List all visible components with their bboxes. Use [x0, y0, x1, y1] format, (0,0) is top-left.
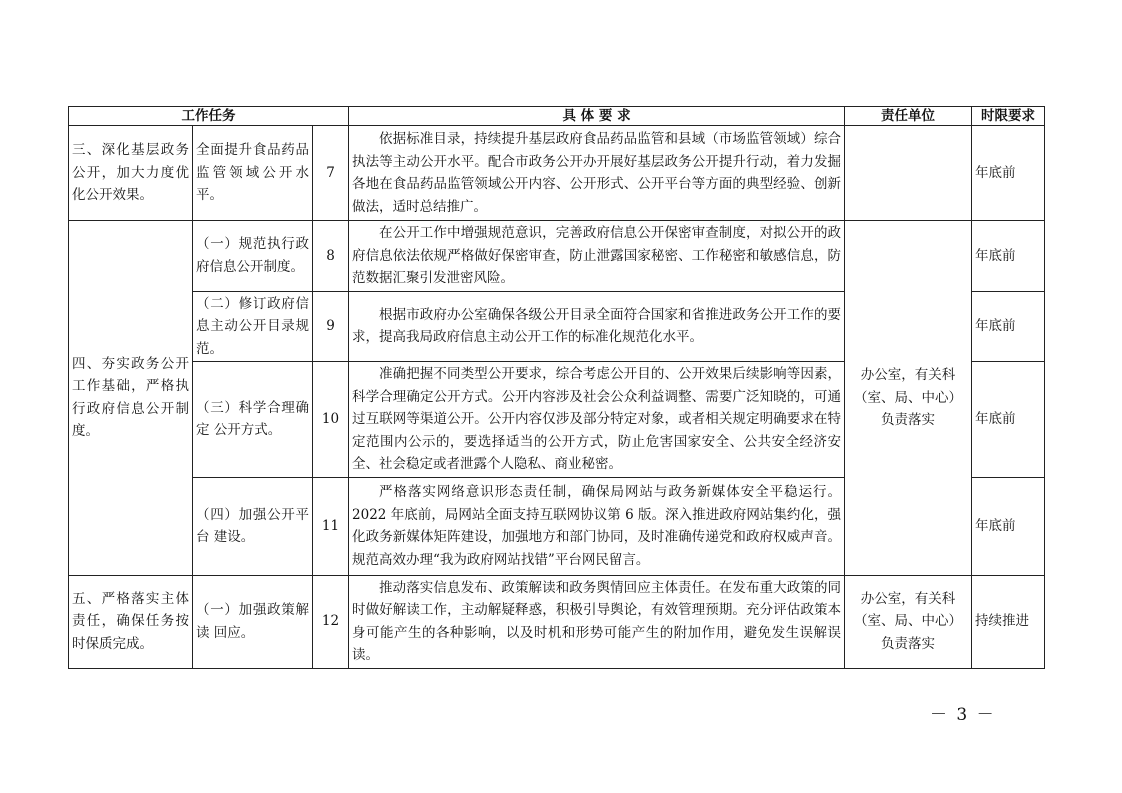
table-row — [69, 126, 1045, 221]
row-number: 11 — [313, 477, 349, 575]
subtask-cell: （三）科学合理确定 公开方式。 — [193, 362, 313, 478]
category-cell: 五、严格落实主体责任，确保任务按时保质完成。 — [69, 575, 193, 668]
unit-cell — [845, 126, 972, 221]
unit-cell: 办公室，有关科（室、局、中心）负责落实 — [845, 575, 972, 668]
row-number: 9 — [313, 291, 349, 362]
table-row — [69, 221, 1045, 292]
requirement-cell: 根据市政府办公室确保各级公开目录全面符合国家和省推进政务公开工作的要求，提高我局政府信息主动公开工作的标准化规范化水平。 — [349, 291, 845, 362]
deadline-cell: 年底前 — [972, 126, 1045, 221]
task-table — [68, 106, 1045, 669]
deadline-cell: 年底前 — [972, 221, 1045, 292]
subtask-cell: （一）加强政策解读 回应。 — [193, 575, 313, 668]
subtask-cell: （四）加强公开平台 建设。 — [193, 477, 313, 575]
header-unit: 责任单位 — [845, 107, 972, 126]
requirement-cell: 推动落实信息发布、政策解读和政务舆情回应主体责任。在发布重大政策的同时做好解读工作，主动解疑释惑，积极引导舆论，有效管理预期。充分评估政策本身可能产生的各种影响，以及时机和形势可能产生的附加作用，避免发生误解误读。 — [349, 575, 845, 668]
requirement-cell: 严格落实网络意识形态责任制，确保局网站与政务新媒体安全平稳运行。2022 年底前，局网站全面支持互联网协议第 6 版。深入推进政府网站集约化，强化政务新媒体矩阵建设，加强地方和部门协同，及时准确传递党和政府权威声音。规范高效办理“我为政府网站找错”平台网民留言。 — [349, 477, 845, 575]
category-cell: 三、深化基层政务公开，加大力度优化公开效果。 — [69, 126, 193, 221]
row-number: 10 — [313, 362, 349, 478]
row-number: 12 — [313, 575, 349, 668]
row-number: 7 — [313, 126, 349, 221]
deadline-cell: 年底前 — [972, 291, 1045, 362]
requirement-cell: 准确把握不同类型公开要求，综合考虑公开目的、公开效果后续影响等因素，科学合理确定公开方式。公开内容涉及社会公众利益调整、需要广泛知晓的，可通过互联网等渠道公开。公开内容仅涉及部分特定对象，或者相关规定明确要求在特定范围内公示的，要选择适当的公开方式，防止危害国家安全、公共安全经济安全、社会稳定或者泄露个人隐私、商业秘密。 — [349, 362, 845, 478]
subtask-cell: 全面提升食品药品监管领域公开水平。 — [193, 126, 313, 221]
requirement-cell: 依据标准目录，持续提升基层政府食品药品监管和县域（市场监管领域）综合执法等主动公开水平。配合市政务公开办开展好基层政务公开提升行动，着力发掘各地在食品药品监管领域公开内容、公开形式、公开平台等方面的典型经验、创新做法，适时总结推广。 — [349, 126, 845, 221]
subtask-cell: （一）规范执行政府信息公开制度。 — [193, 221, 313, 292]
header-requirement: 具 体 要 求 — [349, 107, 845, 126]
row-number: 8 — [313, 221, 349, 292]
header-task: 工作任务 — [69, 107, 349, 126]
page-number: － 3 － — [930, 705, 996, 725]
deadline-cell: 年底前 — [972, 362, 1045, 478]
table-header-row — [69, 107, 1045, 126]
header-deadline: 时限要求 — [972, 107, 1045, 126]
requirement-cell: 在公开工作中增强规范意识，完善政府信息公开保密审查制度，对拟公开的政府信息依法依规严格做好保密审查，防止泄露国家秘密、工作秘密和敏感信息，防范数据汇聚引发泄密风险。 — [349, 221, 845, 292]
table-row — [69, 575, 1045, 668]
unit-cell: 办公室，有关科（室、局、中心）负责落实 — [845, 221, 972, 576]
deadline-cell: 持续推进 — [972, 575, 1045, 668]
subtask-cell: （二）修订政府信息主动公开目录规范。 — [193, 291, 313, 362]
deadline-cell: 年底前 — [972, 477, 1045, 575]
category-cell: 四、夯实政务公开工作基础，严格执行政府信息公开制度。 — [69, 221, 193, 576]
